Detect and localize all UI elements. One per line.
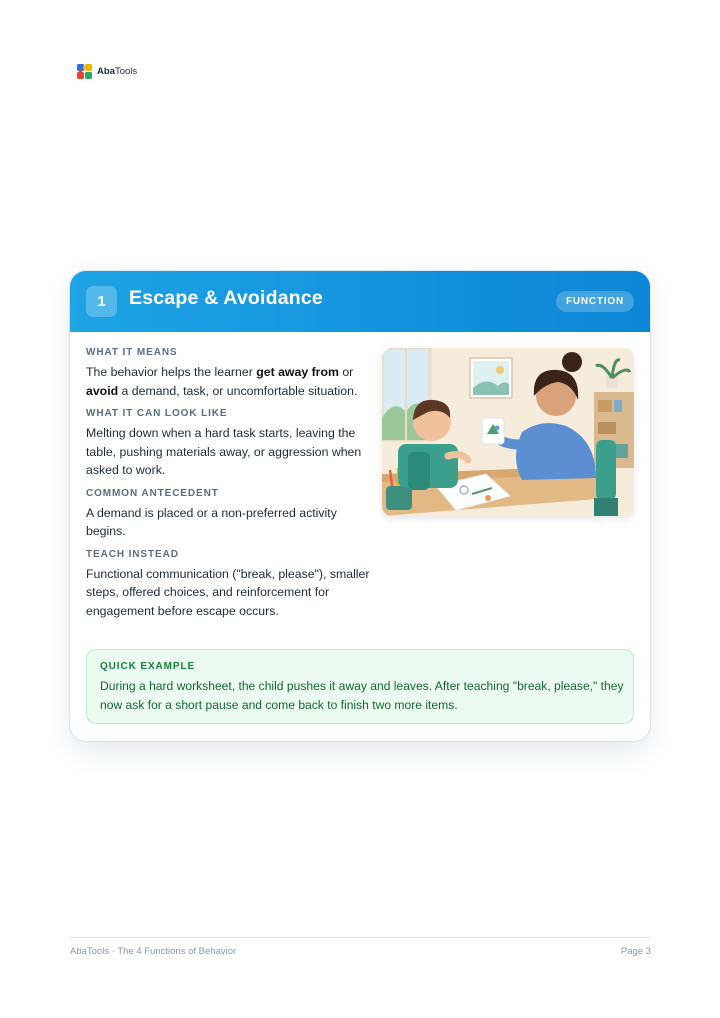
card-title: Escape & Avoidance (129, 287, 323, 309)
section-text-teach-instead: Functional communication ("break, please"), smaller steps, offered choices, and reinforcement for engagement before escape occurs. (86, 566, 370, 618)
section-label-teach-instead: TEACH INSTEAD (86, 548, 179, 560)
card-header (70, 271, 650, 332)
section-label-what-it-means: WHAT IT MEANS (86, 347, 178, 358)
quick-example-box (86, 649, 634, 724)
section-text-looks-like: Melting down when a hard task starts, leaving the table, pushing materials away, or aggression when asked to work. (86, 426, 362, 477)
section-text-what-it-means: The behavior helps the learner get away from or avoid a demand, task, or uncomfortable situation. (86, 365, 358, 398)
brand-logo (76, 63, 137, 80)
brand-name: AbaTools (97, 66, 138, 77)
quick-example-label: QUICK EXAMPLE (100, 661, 196, 672)
function-tag: FUNCTION (556, 291, 634, 312)
illustration-scene (382, 348, 634, 516)
behavior-function-card (70, 271, 650, 741)
quick-example-text: During a hard worksheet, the child pushes it away and leaves. After teaching "break, please," they now ask for a short pause and come back to finish two more items. (100, 679, 624, 712)
section-label-looks-like: WHAT IT CAN LOOK LIKE (86, 408, 228, 419)
footer-doc-title: AbaTools · The 4 Functions of Behavior (70, 946, 237, 957)
function-number-badge: 1 (86, 286, 117, 317)
therapy-session-illustration (382, 348, 634, 516)
section-label-antecedent: COMMON ANTECEDENT (86, 487, 219, 499)
footer-divider (70, 937, 650, 938)
puzzle-logo-icon (76, 63, 93, 80)
card-content (86, 346, 371, 627)
section-text-antecedent: A demand is placed or a non-preferred activity begins. (86, 505, 337, 538)
footer-page-number: Page 3 (620, 946, 651, 957)
